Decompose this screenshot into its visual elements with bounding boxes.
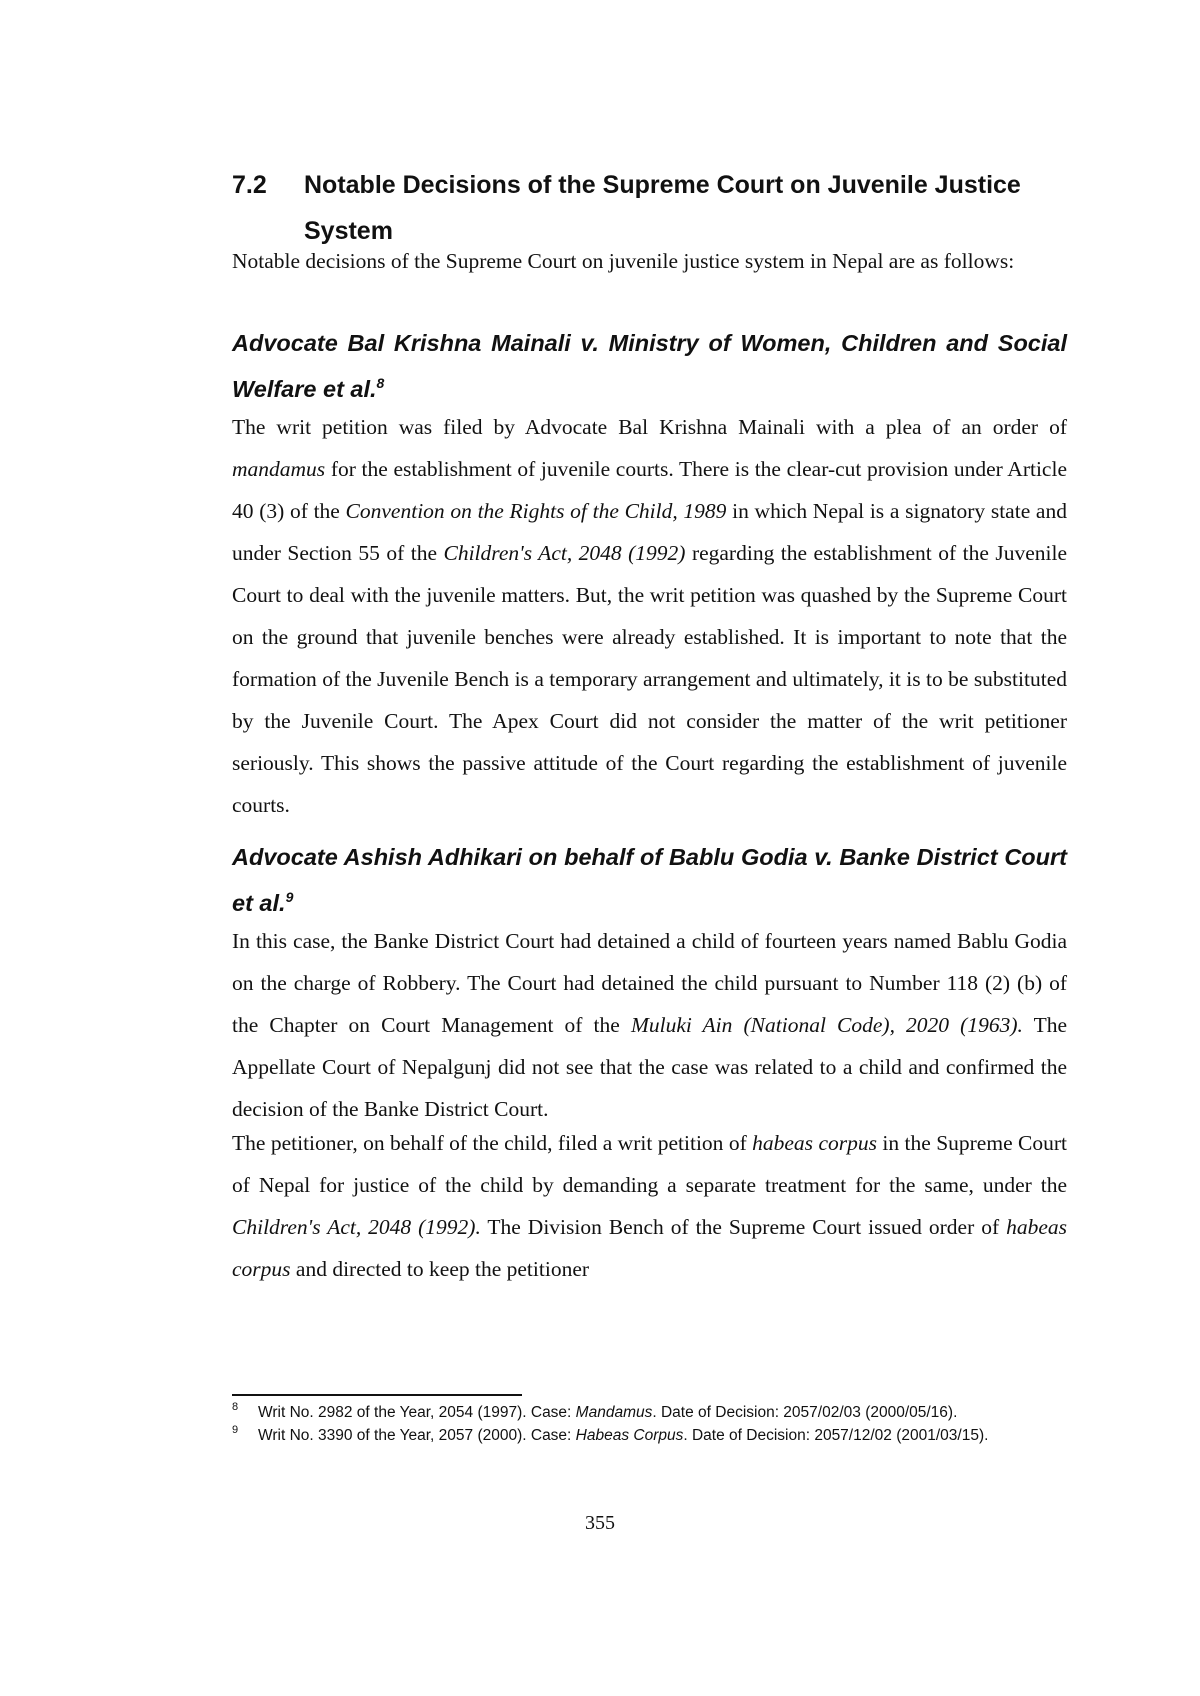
footnote-text: . Date of Decision: 2057/12/02 (2001/03/15).: [683, 1427, 989, 1444]
case-2-text-a: In this case, the Banke District Court had detained a child of fourteen years named Bablu Godia on the charge of Robbery. The Court had detained the child pursuant to Number 118 (2) (b) of the Chapter on Court Management of the: [232, 929, 1067, 1037]
case-2-italic-childrens-act: Children's Act, 2048 (1992).: [232, 1215, 481, 1239]
case-2-p2-text-a: The petitioner, on behalf of the child, filed a writ petition of: [232, 1131, 753, 1155]
footnote-text: Writ No. 2982 of the Year, 2054 (1997). Case:: [258, 1404, 576, 1421]
footnote-8: [232, 1402, 1067, 1423]
case-2-text-b: The Appellate Court of Nepalgunj did not see that the case was related to a child and confirmed the decision of the Banke District Court.: [232, 1013, 1067, 1121]
section-title: Notable Decisions of the Supreme Court on Juvenile Justice System: [304, 171, 1021, 245]
case-1-text-c: in which Nepal is a signatory state and under Section 55 of the: [232, 499, 1067, 565]
case-heading-1: [232, 320, 1067, 412]
case-2-p2-text-d: and directed to keep the petitioner: [290, 1257, 590, 1281]
case-heading-2: [232, 834, 1067, 926]
case-1-paragraph: [232, 406, 1067, 826]
case-1-text-a: The writ petition was filed by Advocate Bal Krishna Mainali with a plea of an order of: [232, 415, 1067, 439]
footnote-separator: [232, 1394, 522, 1396]
case-1-italic-mandamus: mandamus: [232, 457, 326, 481]
case-2-p2-text-c: The Division Bench of the Supreme Court issued order of: [480, 1215, 1007, 1239]
footnote-9: [232, 1425, 1067, 1446]
footnote-ref-9: 9: [285, 889, 294, 906]
case-1-text-b: for the establishment of juvenile courts. There is the clear-cut provision under Article 40 (3) of the: [232, 457, 1067, 523]
case-2-paragraph-2: [232, 1122, 1067, 1290]
case-2-italic-habeas-corpus-2: habeas corpus: [232, 1215, 1067, 1281]
case-1-text-d: regarding the establishment of the Juvenile Court to deal with the juvenile matters. But, the writ petition was quashed by the Supreme Court on the ground that juvenile benches were already established. It is important to note that the formation of the Juvenile Bench is a temporary arrangement and ultimately, it is to be substituted by the Juvenile Court. The Apex Court did not consider the matter of the writ petitioner seriously. This shows the passive attitude of the Court regarding the establishment of juvenile courts.: [232, 541, 1067, 817]
page-number: 355: [585, 1512, 615, 1534]
intro-paragraph: [232, 240, 1067, 282]
case-1-italic-convention: Convention on the Rights of the Child, 1989: [345, 499, 727, 523]
footnote-text: . Date of Decision: 2057/02/03 (2000/05/16).: [652, 1404, 958, 1421]
footnote-text: Writ No. 3390 of the Year, 2057 (2000). Case:: [258, 1427, 576, 1444]
footnote-mark: 9: [232, 1424, 239, 1436]
footnotes: [232, 1402, 1067, 1448]
footnote-italic: Mandamus: [575, 1404, 653, 1421]
case-heading-2-text: Advocate Ashish Adhikari on behalf of Bablu Godia v. Banke District Court et al.: [232, 844, 1067, 916]
intro-text: Notable decisions of the Supreme Court on juvenile justice system in Nepal are as follows:: [232, 249, 1015, 273]
case-heading-1-text: Advocate Bal Krishna Mainali v. Ministry of Women, Children and Social Welfare et al.: [232, 330, 1067, 402]
case-2-p2-text-b: in the Supreme Court of Nepal for justice of the child by demanding a separate treatment for the same, under the: [232, 1131, 1067, 1197]
section-number: 7.2: [232, 171, 267, 199]
footnote-mark: 8: [232, 1401, 239, 1413]
footnote-italic: Habeas Corpus: [575, 1427, 684, 1444]
case-2-paragraph-1: [232, 920, 1067, 1130]
footnote-ref-8: 8: [376, 375, 385, 392]
case-1-italic-childrens-act: Children's Act, 2048 (1992): [443, 541, 686, 565]
case-2-italic-muluki-ain: Muluki Ain (National Code), 2020 (1963).: [630, 1013, 1023, 1037]
case-2-italic-habeas-corpus-1: habeas corpus: [752, 1131, 877, 1155]
